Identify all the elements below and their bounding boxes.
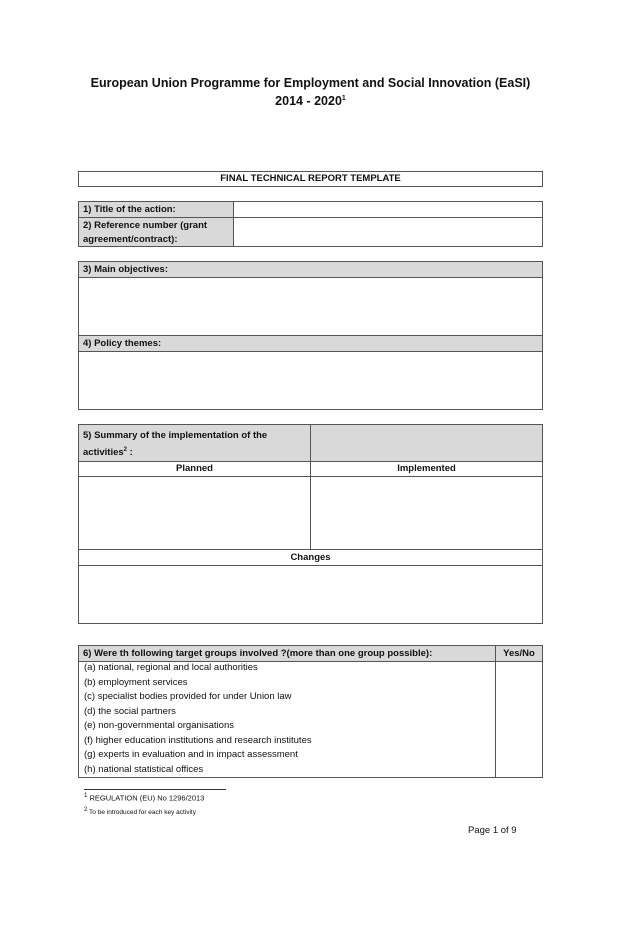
policy-themes-field[interactable] <box>79 352 542 409</box>
title-of-action-field[interactable] <box>234 202 542 217</box>
reference-number-field[interactable] <box>234 218 542 246</box>
programme-title <box>0 76 621 90</box>
main-objectives-label: 3) Main objectives: <box>83 264 168 275</box>
target-group-e: (e) non-governmental organisations <box>84 720 234 731</box>
policy-themes-label: 4) Policy themes: <box>83 338 162 349</box>
target-group-d: (d) the social partners <box>84 706 176 717</box>
footnote-ref-2: 2 <box>123 447 128 453</box>
target-group-f: (f) higher education institutions and research institutes <box>84 735 312 746</box>
target-groups-question: 6) Were th following target groups involved ?(more than one group possible): <box>83 648 433 659</box>
changes-field[interactable] <box>79 566 542 623</box>
footnote-ref-1: 1 <box>341 94 346 102</box>
main-objectives-field[interactable] <box>79 278 542 335</box>
target-group-a: (a) national, regional and local authorities <box>84 662 258 673</box>
target-group-b: (b) employment services <box>84 677 188 688</box>
target-group-c: (c) specialist bodies provided for under Union law <box>84 691 292 702</box>
yes-no-field[interactable] <box>496 662 542 777</box>
implementation-summary-suffix: : <box>127 447 133 459</box>
planned-field[interactable] <box>79 477 310 549</box>
planned-header: Planned <box>176 463 213 474</box>
implemented-field[interactable] <box>311 477 542 549</box>
yes-no-header: Yes/No <box>503 648 535 659</box>
footnote-2-text: To be introduced for each key activity <box>89 809 196 817</box>
reference-number-label: 2) Reference number (grant agreement/contract): <box>83 220 208 245</box>
identification-table <box>78 201 543 247</box>
title-of-action-label: 1) Title of the action: <box>83 204 176 215</box>
footnote-2 <box>84 807 196 816</box>
policy-themes-table <box>78 335 543 410</box>
report-title-box <box>78 171 543 187</box>
implementation-summary-table <box>78 424 543 624</box>
footnote-1 <box>84 793 204 803</box>
row-divider <box>79 461 542 462</box>
programme-period <box>0 94 621 108</box>
row-divider <box>79 549 542 550</box>
report-title: FINAL TECHNICAL REPORT TEMPLATE <box>220 173 401 184</box>
programme-period-text: 2014 - 2020 <box>275 94 342 108</box>
footnote-2-mark: 2 <box>84 807 88 813</box>
page-number: Page 1 of 9 <box>468 825 517 836</box>
footnote-1-text: REGULATION (EU) No 1296/2013 <box>89 793 205 803</box>
implementation-summary-text: 5) Summary of the implementation of the activities <box>83 430 268 459</box>
programme-title-text: European Union Programme for Employment and Social Innovation (EaSI) <box>90 76 531 90</box>
changes-header: Changes <box>290 552 331 563</box>
footnote-1-mark: 1 <box>84 793 88 799</box>
target-group-g: (g) experts in evaluation and in impact assessment <box>84 749 298 760</box>
implementation-summary-label <box>83 429 307 460</box>
main-objectives-table <box>78 261 543 336</box>
target-group-h: (h) national statistical offices <box>84 764 204 775</box>
implemented-header: Implemented <box>397 463 456 474</box>
footnote-separator <box>84 789 226 790</box>
